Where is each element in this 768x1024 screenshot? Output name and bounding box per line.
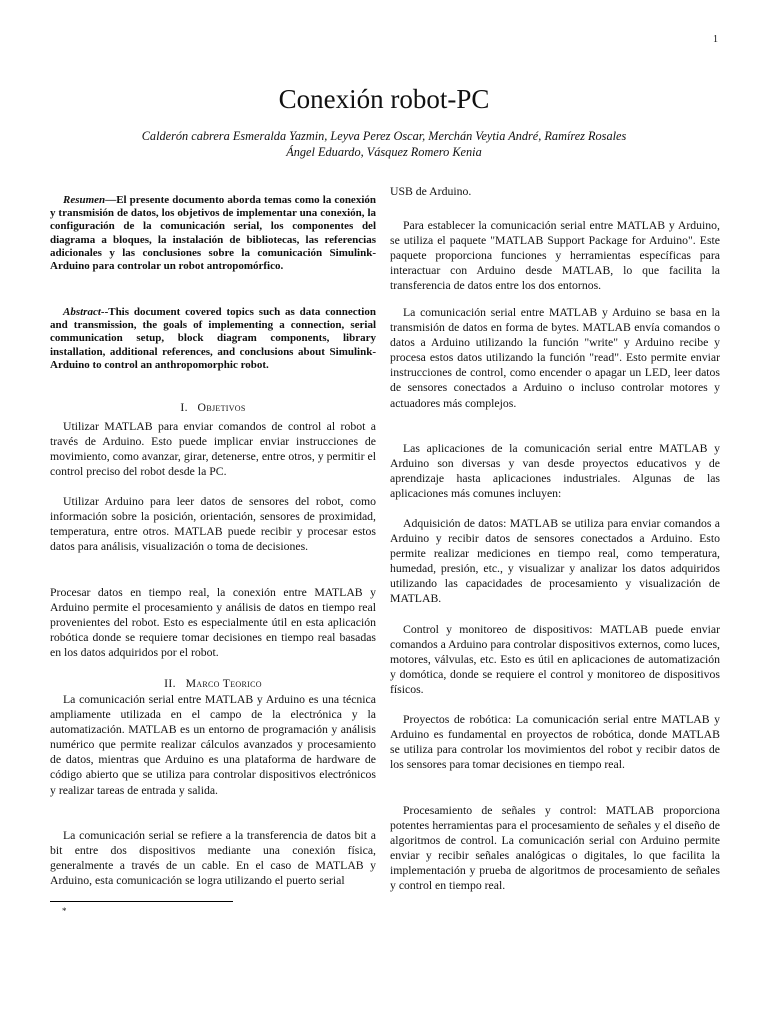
authors-line-1: Calderón cabrera Esmeralda Yazmin, Leyva Perez Oscar, Merchán Veytia André, Ramírez Rosales xyxy=(141,129,627,143)
section-number: I. xyxy=(180,401,188,414)
section-title: Objetivos xyxy=(197,401,246,414)
authors xyxy=(60,128,708,160)
right-paragraph-4: Adquisición de datos: MATLAB se utiliza para enviar comandos a Arduino y recibir datos de sensores conectados a Arduino. Esto permite realizar mediciones en tiempo real, como temperatura, humedad, presión, etc., y visualizar y analizar los datos adquiridos utilizando las capacidades de procesamiento y visualización de MATLAB. xyxy=(390,517,720,606)
marco-paragraph-2: La comunicación serial se refiere a la transferencia de datos bit a bit entre dos dispositivos mediante una conexión física, generalmente a través de un cable. En el caso de MATLAB y Arduino, esta comunicación se logra utilizando el puerto serial xyxy=(50,829,376,888)
marco-paragraph-1: La comunicación serial entre MATLAB y Arduino es una técnica ampliamente utilizada en el campo de la electrónica y la automatización. MATLAB es un entorno de programación y análisis numérico que permite realizar cálculos avanzados y procesamiento de datos, mientras que Arduino es una plataforma de hardware de código abierto que se utiliza para controlar dispositivos electrónicos y realizar tareas de entrada y salida. xyxy=(50,693,376,797)
right-paragraph-3: Las aplicaciones de la comunicación serial entre MATLAB y Arduino son diversas y van desde proyectos educativos y de aprendizaje hasta aplicaciones industriales. Algunas de las aplicaciones más comunes incluyen: xyxy=(390,442,720,501)
right-paragraph-7: Procesamiento de señales y control: MATLAB proporciona potentes herramientas para el procesamiento de señales y el diseño de algoritmos de control. La comunicación serial con Arduino permite enviar y recibir señales analógicas o digitales, lo que facilita la implementación y prueba de algoritmos de procesamiento de señales y control en tiempo real. xyxy=(390,804,720,893)
authors-line-2: Ángel Eduardo, Vásquez Romero Kenia xyxy=(286,145,482,159)
footnote-rule xyxy=(50,901,233,902)
paper-title: Conexión robot-PC xyxy=(278,84,490,114)
right-paragraph-6: Proyectos de robótica: La comunicación serial entre MATLAB y Arduino es fundamental en proyectos de robótica, donde MATLAB se utiliza para controlar los movimientos del robot y recibir datos de los sensores para tomar decisiones en tiempo real. xyxy=(390,713,720,772)
section-heading-marco-teorico xyxy=(50,676,376,691)
section-number: II. xyxy=(164,677,176,690)
objetivos-paragraph-3: Procesar datos en tiempo real, la conexión entre MATLAB y Arduino permite el procesamiento y análisis de datos en tiempo real provenientes del robot. Esto es especialmente útil en esta aplicación robótica donde se requiere tomar decisiones en tiempo real basadas en los datos adquiridos por el robot. xyxy=(50,586,376,660)
resumen-paragraph xyxy=(50,194,376,273)
section-title: Marco Teorico xyxy=(185,677,262,690)
abstract-label: Abstract xyxy=(63,306,101,318)
section-heading-objetivos xyxy=(50,400,376,415)
page-number: 1 xyxy=(713,34,718,45)
objetivos-paragraph-1: Utilizar MATLAB para enviar comandos de control al robot a través de Arduino. Esto puede implicar enviar instrucciones de movimiento, como avanzar, girar, detenerse, entre otros, y permitir el control preciso del robot desde la PC. xyxy=(50,420,376,479)
right-paragraph-5: Control y monitoreo de dispositivos: MATLAB puede enviar comandos a Arduino para controlar dispositivos externos, como luces, motores, válvulas, etc. Esto es útil en aplicaciones de automatización y domótica, donde se requiere el control y monitoreo de dispositivos físicos. xyxy=(390,623,720,697)
footnote-mark: * xyxy=(62,906,67,916)
abstract-paragraph xyxy=(50,306,376,372)
resumen-label: Resumen xyxy=(63,194,106,206)
right-paragraph-2: La comunicación serial entre MATLAB y Arduino se basa en la transmisión de datos en forma de bytes. MATLAB envía comandos o datos a Arduino utilizando la función "write" y Arduino recibe y procesa estos datos utilizando la función "read". Esto permite enviar instrucciones de control, como encender o apagar un LED, leer datos de sensores conectados a Arduino o incluso controlar motores y actuadores más complejos. xyxy=(390,306,720,410)
right-paragraph-1: Para establecer la comunicación serial entre MATLAB y Arduino, se utiliza el paquete "MATLAB Support Package for Arduino". Este paquete proporciona funciones y herramientas específicas para interactuar con Arduino desde MATLAB, lo que facilita la transferencia de datos entre los dos entornos. xyxy=(390,219,720,293)
resumen-text: —El presente documento aborda temas como la conexión y transmisión de datos, los objetivos de implementar una conexión, la configuración de la comunicación serial, los componentes del diagrama a bloques, la instalación de bibliotecas, las referencias adicionales y las conclusiones sobre la comunicación Simulink-Arduino para controlar un robot antropomórfico. xyxy=(50,194,376,273)
right-paragraph-0: USB de Arduino. xyxy=(390,185,472,198)
objetivos-paragraph-2: Utilizar Arduino para leer datos de sensores del robot, como información sobre la posición, orientación, sensores de proximidad, temperatura, entre otros. MATLAB puede recibir y procesar estos datos para análisis, visualización o toma de decisiones. xyxy=(50,495,376,554)
abstract-text: --This document covered topics such as data connection and transmission, the goals of implementing a connection, serial communication setup, block diagram components, library installation, additional references, and conclusions about Simulink- Arduino to control an anthropomorphic robot. xyxy=(50,306,376,371)
